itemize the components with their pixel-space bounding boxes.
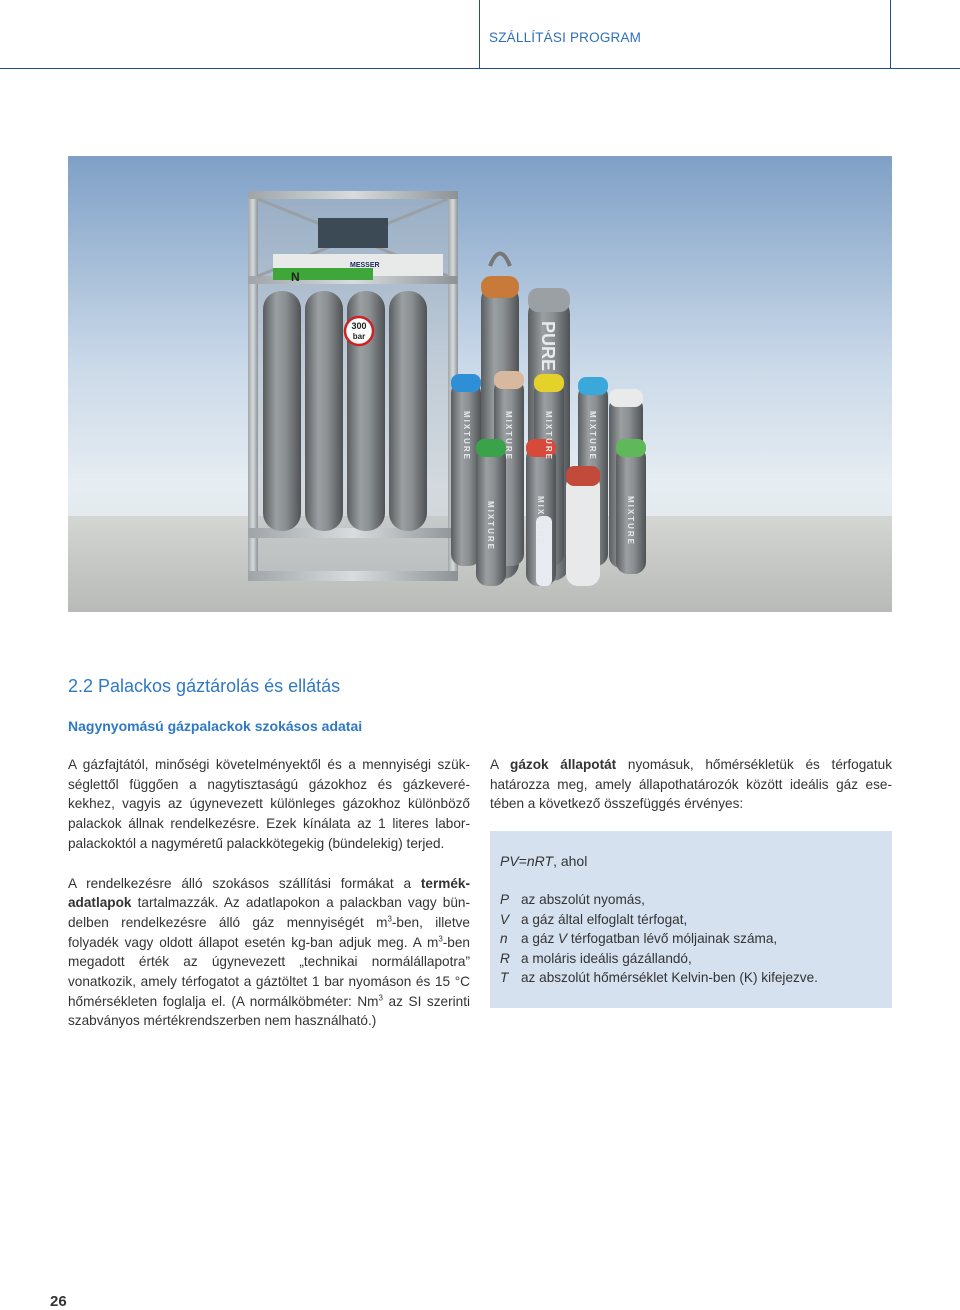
ideal-gas-law-box [490,831,892,1008]
page-number: 26 [50,1293,67,1310]
datasheet-term: termékadatlapok [68,875,470,911]
header-rule-left [479,0,480,68]
brand-label: MESSER [350,262,380,269]
paragraph-intro: A gázfajtától, minőségi követelményektől és a mennyiségi szükséglettől függően a nagytisztaságú gázokhoz és gázkeverékekhez, vagyis az úgynevezett különleges gázokhoz különböző palackok állnak rendelkezésre. Ezek kínálata az 1 literes laborpalackoktól a nagyméretű palackkötegekig (bündelekig) terjed. [68,757,470,851]
section-subheading: Nagynyomású gázpalackok szokásos adatai [68,718,363,734]
pure-label: PURE [538,321,558,372]
svg-text:MIXTURE: MIXTURE [462,411,471,461]
definition-v: V a gáz által elfoglalt térfogat, [500,912,688,927]
paragraph-gas-state: A gázok állapotát nyomásuk, hőmérsékletük és térfogatuk határozza meg, amely állapothatározók között ideális gáz esetében a következő összefüggés érvényes: [490,757,892,812]
gas-state-term: gázok állapotát [510,757,617,772]
cylinder-bundle [248,191,458,581]
svg-text:300: 300 [351,321,367,331]
svg-text:bar: bar [352,332,366,341]
definition-r: R a moláris ideális gázállandó, [500,951,692,966]
header-rule-bottom [0,68,960,69]
svg-text:MIXTURE: MIXTURE [504,411,513,461]
definition-p: P az abszolút nyomás, [500,892,645,907]
left-column [68,755,470,1031]
header-title: SZÁLLÍTÁSI PROGRAM [489,30,642,45]
header-rule-right [890,0,891,68]
svg-text:MIXTURE: MIXTURE [626,496,635,546]
bundle-label: N [291,270,300,284]
section-heading: 2.2 Palackos gáztárolás és ellátás [68,676,341,696]
definition-n: n a gáz V térfogatban lévő móljainak száma, [500,931,778,946]
svg-text:MIXTURE: MIXTURE [536,496,545,546]
ideal-gas-formula: PV=nRT, ahol [500,853,588,869]
right-column [490,755,892,814]
svg-text:MIXTURE: MIXTURE [486,501,495,551]
svg-text:MIXTURE: MIXTURE [588,411,597,461]
gas-cylinders-photo [68,156,892,612]
paragraph-delivery-forms: A rendelkezésre álló szokásos szállítási formákat a termékadatlapok tartalmazzák. Az adatlapokon a palackban vagy bündelben rendelkezésre álló gáz mennyiségét $m^3$-ben, illetve folyadék vagy oldott állapot esetén kg-ban adjuk meg. A $m^3$-ben megadott érték az úgynevezett „technikai normálállapotra” vonatkozik, amely térfogatot a gáztöltet 1 bar nyomáson és 15 °C hőmérsékleten foglalja el. (A normálköbméter: Nm$^3$ az SI szerinti szabványos mértékrendszerben nem használható.) [68,875,470,1029]
definition-t: T az abszolút hőmérséklet Kelvin-ben (K) kifejezve. [500,970,818,985]
svg-text:MIXTURE: MIXTURE [544,411,553,461]
